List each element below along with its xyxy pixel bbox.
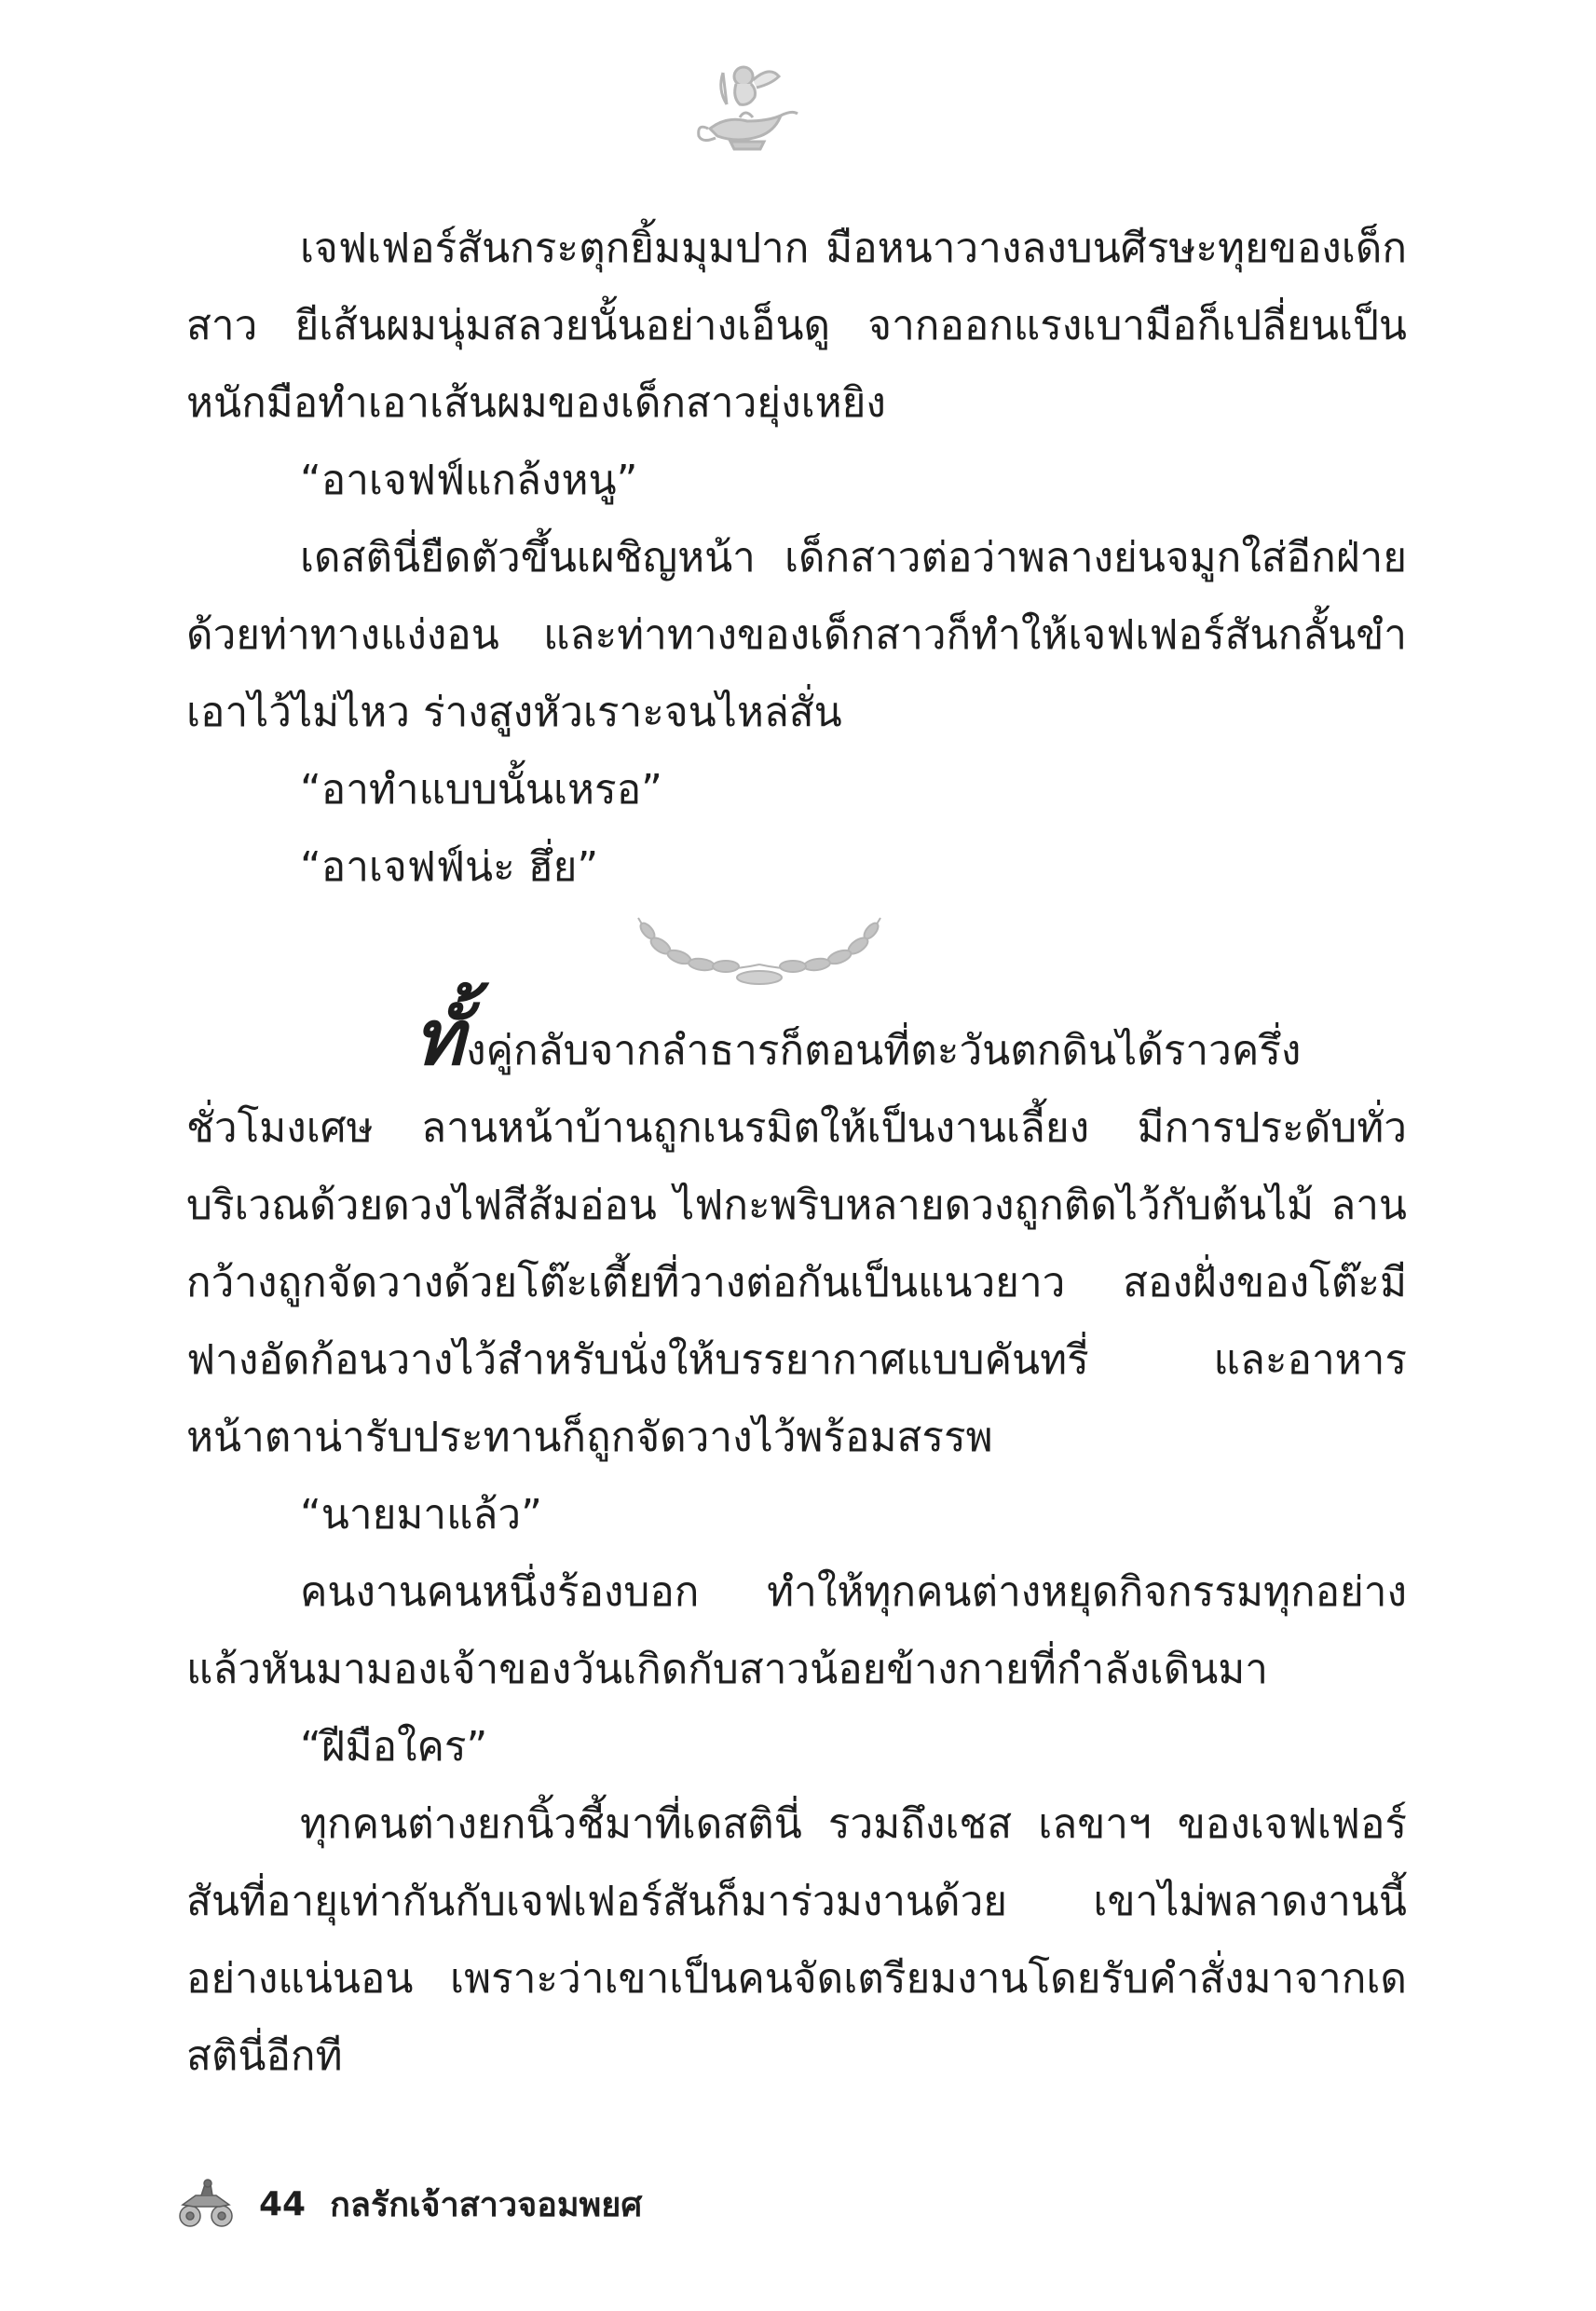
dialogue-line: “ฝีมือใคร” [300,1723,488,1771]
book-title: กลรักเจ้าสาวจอมพยศ [330,2185,643,2224]
page-number: 44 [259,2184,307,2223]
section-one [186,210,1407,906]
paragraph: ทุกคนต่างยกนิ้วชี้มาที่เดสตินี่ รวมถึงเชส เลขาฯ ของเจฟเฟอร์สันที่อายุเท่ากันกับเจฟเฟอร์สันก็มาร่วมงานด้วย เขาไม่พลาดงานนี้อย่างแน่นอน เพราะว่าเขาเป็นคนจัดเตรียมงานโดยรับคำสั่งมาจากเดสตินี่อีกที [186,1800,1407,2080]
paragraph: คนงานคนหนึ่งร้องบอก ทำให้ทุกคนต่างหยุดกิจกรรมทุกอย่างแล้วหันมามองเจ้าของวันเกิดกับสาวน้อยข้างกายที่กำลังเดินมา [186,1568,1407,1693]
dialogue-line: “นายมาแล้ว” [300,1491,542,1538]
dialogue-line: “อาเจฟฟ์น่ะ ฮึ่ย” [300,843,599,891]
dropcap: ทั้ [414,994,465,1083]
dialogue-line: “อาเจฟฟ์แกล้งหนู” [300,457,638,504]
atv-icon [177,2179,235,2229]
cupid-lamp-icon [689,56,801,158]
paragraph: เดสตินี่ยืดตัวขึ้นเผชิญหน้า เด็กสาวต่อว่าพลางย่นจมูกใส่อีกฝ่ายด้วยท่าทางแง่งอน และท่าทางของเด็กสาวก็ทำให้เจฟเฟอร์สันกลั้นขำเอาไว้ไม่ไหว ร่างสูงหัวเราะจนไหล่สั่น [186,534,1407,736]
dialogue-line: “อาทำแบบนั้นเหรอ” [300,766,662,814]
laurel-divider-icon [620,899,899,1002]
section-two [186,994,1407,2095]
paragraph: เจฟเฟอร์สันกระตุกยิ้มมุมปาก มือหนาวางลงบนศีรษะทุยของเด็กสาว ยีเส้นผมนุ่มสลวยนั้นอย่างเอ็นดู จากออกแรงเบามือก็เปลี่ยนเป็นหนักมือทำเอาเส้นผมของเด็กสาวยุ่งเหยิง [186,225,1407,427]
paragraph-with-dropcap [186,994,1407,1476]
page-footer [177,2171,642,2236]
paragraph-text: งคู่กลับจากลำธารก็ตอนที่ตะวันตกดินได้ราวครึ่งชั่วโมงเศษ ลานหน้าบ้านถูกเนรมิตให้เป็นงานเลี้ยง มีการประดับทั่วบริเวณด้วยดวงไฟสีส้มอ่อน ไฟกะพริบหลายดวงถูกติดไว้กับต้นไม้ ลานกว้างถูกจัดวางด้วยโต๊ะเตี้ยที่วางต่อกันเป็นแนวยาว สองฝั่งของโต๊ะมีฟางอัดก้อนวางไว้สำหรับนั่งให้บรรยากาศแบบคันทรี่ และอาหารหน้าตาน่ารับประทานก็ถูกจัดวางไว้พร้อมสรรพ [186,1027,1407,1461]
